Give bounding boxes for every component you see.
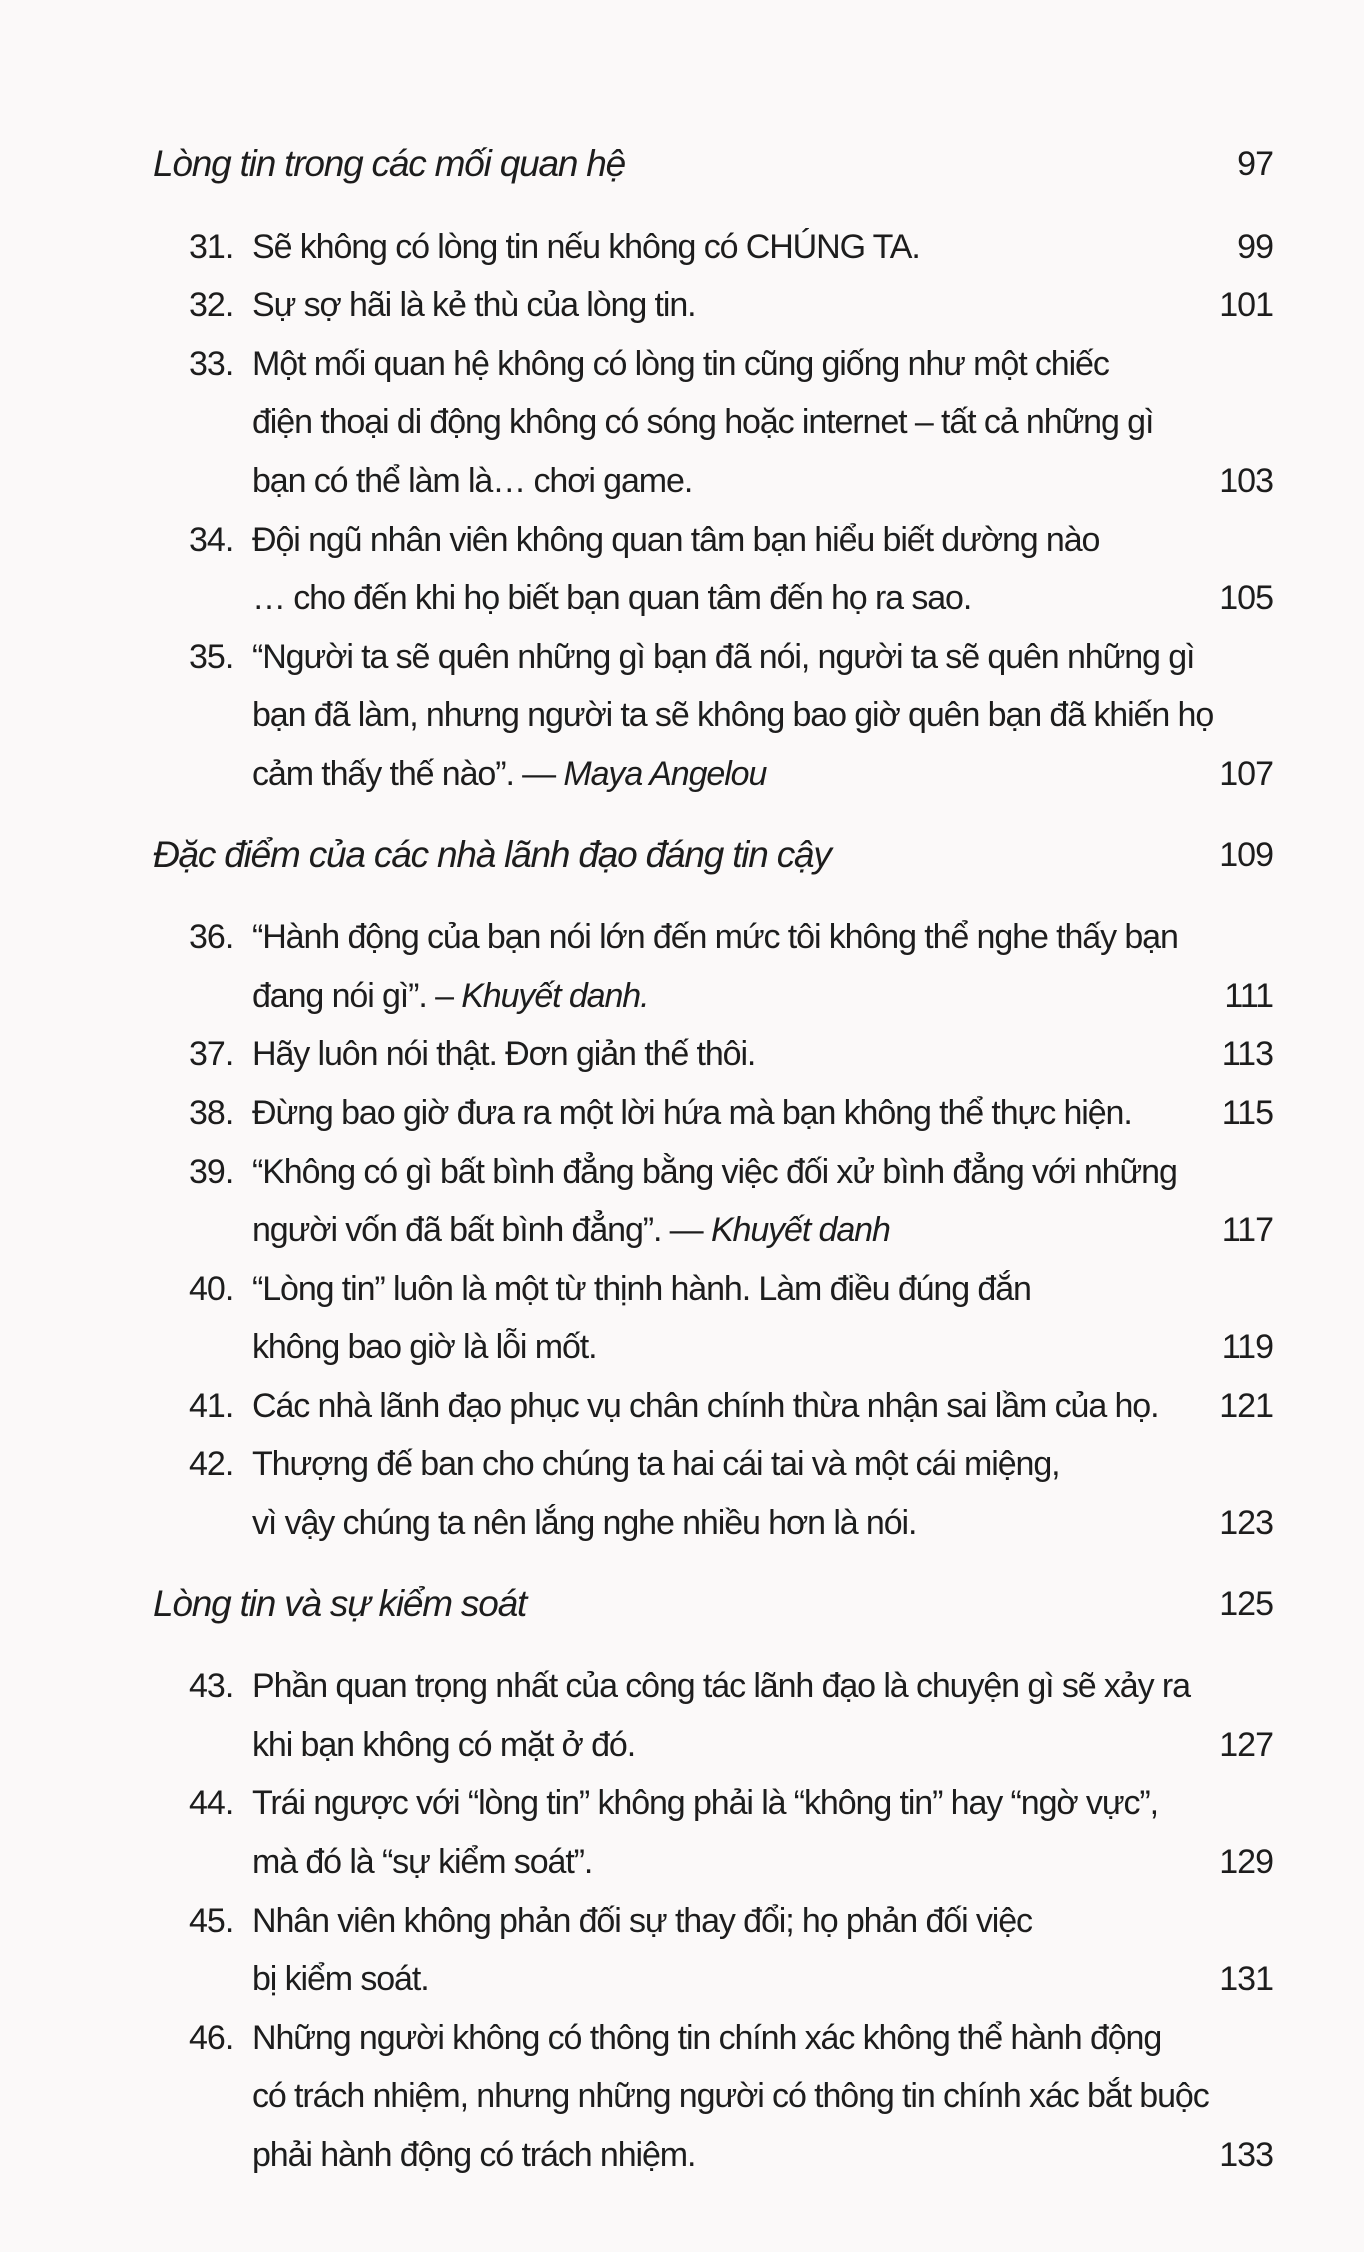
entry-line: [252, 1774, 1273, 1833]
entry-line: [252, 1201, 1273, 1260]
entry-line: [252, 218, 1273, 277]
entry-page-number: 103: [1219, 461, 1273, 500]
entry-text: Sự sợ hãi là kẻ thù của lòng tin.: [252, 286, 696, 325]
entry-attribution: Khuyết danh: [710, 1211, 890, 1250]
entry-number: 39.: [189, 1152, 234, 1191]
entry-text: phải hành động có trách nhiệm.: [252, 2136, 696, 2174]
section-title: Lòng tin trong các mối quan hệ: [153, 143, 626, 184]
entry-page-number: 133: [1219, 2136, 1273, 2174]
entry-text: đang nói gì”. –: [252, 976, 462, 1015]
entry-text: có trách nhiệm, nhưng những người có thông tin chính xác bắt buộc: [252, 2077, 1209, 2116]
table-of-contents: [153, 135, 1273, 2185]
entry-text: Những người không có thông tin chính xác không thể hành động: [252, 2018, 1162, 2057]
entry-line: [252, 967, 1273, 1026]
entry-line: [252, 2067, 1273, 2126]
entry-text: Nhân viên không phản đối sự thay đổi; họ phản đối việc: [252, 1901, 1032, 1940]
entry-text: … cho đến khi họ biết bạn quan tâm đến họ ra sao.: [252, 579, 972, 618]
entry-line: [252, 1260, 1273, 1319]
toc-entry: [153, 1143, 1273, 1260]
toc-entry: [153, 1377, 1273, 1436]
entry-line: [252, 2126, 1273, 2185]
toc-entry: [153, 908, 1273, 1025]
entry-page-number: 123: [1219, 1504, 1273, 1543]
section-heading: [153, 135, 1273, 194]
toc-entry: [153, 1892, 1273, 2009]
entry-text: người vốn đã bất bình đẳng”. —: [252, 1211, 711, 1250]
entry-line: [252, 1084, 1273, 1143]
entry-page-number: 99: [1237, 227, 1273, 266]
entry-line: [252, 1833, 1273, 1892]
toc-entry: [153, 335, 1273, 511]
toc-entry: [153, 1025, 1273, 1084]
section-page-number: 97: [1237, 145, 1273, 183]
entry-text: Một mối quan hệ không có lòng tin cũng giống như một chiếc: [252, 344, 1109, 383]
entry-text: Hãy luôn nói thật. Đơn giản thế thôi.: [252, 1035, 756, 1074]
entry-number: 41.: [189, 1386, 234, 1425]
toc-entry: [153, 1774, 1273, 1891]
entry-line: [252, 686, 1273, 745]
entry-text: “Hành động của bạn nói lớn đến mức tôi không thể nghe thấy bạn: [252, 918, 1178, 957]
toc-entry: [153, 1260, 1273, 1377]
entry-text: Trái ngược với “lòng tin” không phải là “không tin” hay “ngờ vực”,: [252, 1784, 1158, 1823]
entry-line: [252, 1892, 1273, 1951]
entry-text: bạn đã làm, nhưng người ta sẽ không bao giờ quên bạn đã khiến họ: [252, 696, 1214, 735]
entry-text: Phần quan trọng nhất của công tác lãnh đạo là chuyện gì sẽ xảy ra: [252, 1667, 1190, 1706]
entry-line: [252, 276, 1273, 335]
entry-text: mà đó là “sự kiểm soát”.: [252, 1843, 593, 1882]
entry-page-number: 117: [1221, 1211, 1273, 1250]
toc-entry: [153, 628, 1273, 804]
entry-line: [252, 1716, 1273, 1775]
entry-number: 31.: [189, 227, 234, 266]
entry-line: [252, 628, 1273, 687]
entry-page-number: 129: [1219, 1843, 1273, 1882]
entry-page-number: 111: [1224, 976, 1273, 1015]
entry-number: 36.: [189, 918, 234, 957]
entry-number: 44.: [189, 1784, 234, 1823]
entry-number: 32.: [189, 286, 234, 325]
entry-line: [252, 745, 1273, 804]
entry-line: [252, 1950, 1273, 2009]
entry-line: [252, 569, 1273, 628]
entry-text: Đừng bao giờ đưa ra một lời hứa mà bạn không thể thực hiện.: [252, 1093, 1132, 1132]
entry-line: [252, 1435, 1273, 1494]
section-heading: [153, 1575, 1273, 1634]
entry-number: 37.: [189, 1035, 234, 1074]
entry-page-number: 127: [1219, 1725, 1273, 1764]
entry-number: 33.: [189, 344, 234, 383]
entry-number: 46.: [189, 2018, 234, 2057]
toc-entry: [153, 218, 1273, 277]
entry-number: 40.: [189, 1269, 234, 1308]
entry-page-number: 119: [1221, 1328, 1273, 1367]
entry-line: [252, 452, 1273, 511]
entry-text: cảm thấy thế nào”. —: [252, 754, 564, 793]
entry-text: bị kiểm soát.: [252, 1960, 429, 1999]
entry-line: [252, 1318, 1273, 1377]
entry-page-number: 121: [1219, 1386, 1273, 1425]
entry-text: Thượng đế ban cho chúng ta hai cái tai và một cái miệng,: [252, 1445, 1060, 1484]
toc-entry: [153, 1657, 1273, 1774]
entry-text: không bao giờ là lỗi mốt.: [252, 1328, 597, 1367]
entry-number: 34.: [189, 520, 234, 559]
entry-text: khi bạn không có mặt ở đó.: [252, 1725, 636, 1764]
entry-page-number: 115: [1221, 1093, 1273, 1132]
entry-number: 38.: [189, 1093, 234, 1132]
entry-line: [252, 1143, 1273, 1202]
entry-line: [252, 908, 1273, 967]
toc-entry: [153, 1435, 1273, 1552]
entry-number: 42.: [189, 1445, 234, 1484]
entry-number: 43.: [189, 1667, 234, 1706]
entry-text: Đội ngũ nhân viên không quan tâm bạn hiểu biết dường nào: [252, 520, 1100, 559]
entry-text: “Không có gì bất bình đẳng bằng việc đối xử bình đẳng với những: [252, 1152, 1177, 1191]
entry-attribution: Maya Angelou: [563, 754, 767, 793]
entry-line: [252, 1494, 1273, 1553]
entry-line: [252, 511, 1273, 570]
section-heading: [153, 826, 1273, 885]
section-title: Đặc điểm của các nhà lãnh đạo đáng tin cậy: [153, 833, 831, 875]
toc-entry: [153, 276, 1273, 335]
section-page-number: 125: [1219, 1584, 1273, 1623]
entry-page-number: 105: [1219, 579, 1273, 618]
entry-line: [252, 2009, 1273, 2068]
entry-text: điện thoại di động không có sóng hoặc internet – tất cả những gì: [252, 403, 1154, 442]
entry-number: 45.: [189, 1901, 234, 1940]
section-title: Lòng tin và sự kiểm soát: [153, 1582, 527, 1624]
entry-line: [252, 335, 1273, 394]
toc-entry: [153, 1084, 1273, 1143]
entry-line: [252, 1657, 1273, 1716]
entry-text: vì vậy chúng ta nên lắng nghe nhiều hơn là nói.: [252, 1504, 917, 1543]
entry-line: [252, 393, 1273, 452]
toc-entry: [153, 2009, 1273, 2185]
entry-page-number: 113: [1221, 1035, 1273, 1074]
entry-text: Các nhà lãnh đạo phục vụ chân chính thừa nhận sai lầm của họ.: [252, 1386, 1159, 1425]
entry-text: “Lòng tin” luôn là một từ thịnh hành. Làm điều đúng đắn: [252, 1269, 1031, 1308]
entry-text: “Người ta sẽ quên những gì bạn đã nói, người ta sẽ quên những gì: [252, 637, 1195, 676]
entry-page-number: 107: [1219, 754, 1273, 793]
section-page-number: 109: [1219, 835, 1273, 874]
entry-attribution: Khuyết danh.: [461, 976, 649, 1015]
entry-number: 35.: [189, 637, 234, 676]
entry-text: bạn có thể làm là… chơi game.: [252, 461, 693, 500]
entry-page-number: 101: [1219, 286, 1273, 325]
entry-text: Sẽ không có lòng tin nếu không có CHÚNG TA.: [252, 227, 920, 266]
toc-entry: [153, 511, 1273, 628]
entry-line: [252, 1025, 1273, 1084]
entry-page-number: 131: [1219, 1960, 1273, 1999]
entry-line: [252, 1377, 1273, 1436]
